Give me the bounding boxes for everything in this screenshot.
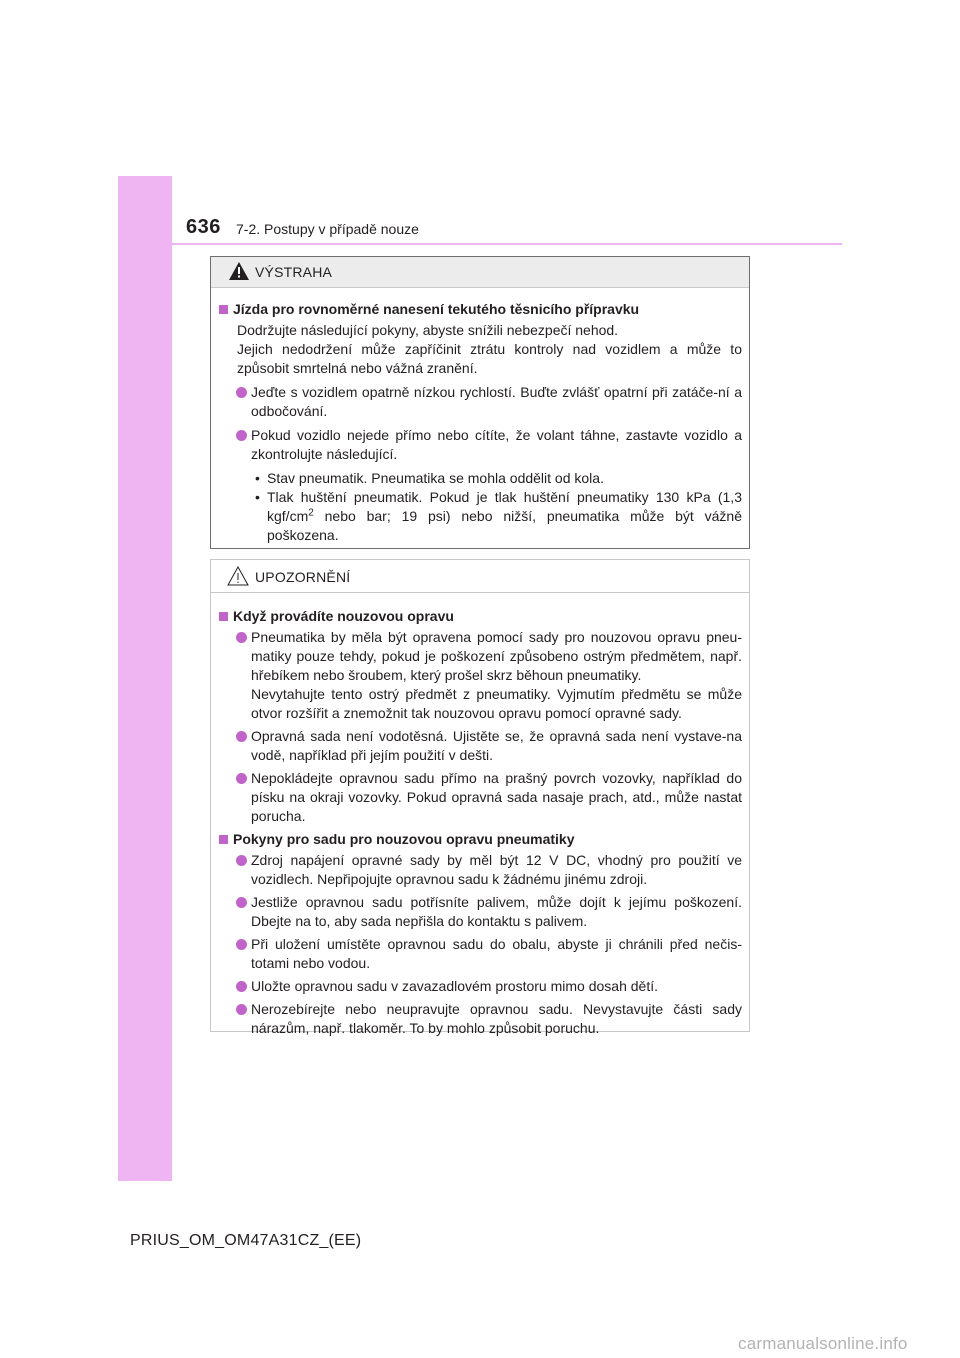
warning-bullet-text: Jeďte s vozidlem opatrně nízkou rychlostí. Buďte zvlášť opatrní při zatáče-ní a odbočování. (251, 384, 742, 419)
caution-heading (219, 607, 742, 626)
warning-triangle-icon (229, 262, 249, 280)
caution-bullet (219, 769, 742, 826)
caution-bullet (219, 977, 742, 996)
round-bullet-icon (236, 430, 247, 441)
caution-bullet-text: Opravná sada není vodotěsná. Ujistěte se, že opravná sada není vystave-na vodě, například při jejím použití v dešti. (251, 728, 742, 763)
watermark: carmanualsonline.info (738, 1334, 908, 1353)
dot-bullet: • (255, 489, 260, 505)
round-bullet-icon (236, 1004, 247, 1015)
caution-bullet-text: Jestliže opravnou sadu potřísníte palivem, může dojít k jejímu poškození. Dbejte na to, aby sada nepřišla do kontaktu s palivem. (251, 894, 742, 929)
square-bullet-icon (219, 835, 228, 844)
caution-header (211, 560, 749, 593)
round-bullet-icon (236, 981, 247, 992)
warning-bullet-text: Pokud vozidlo nejede přímo nebo cítíte, že volant táhne, zastavte vozidlo a zkontrolujte následující. (251, 427, 742, 462)
caution-bullet-text: Zdroj napájení opravné sady by měl být 12 V DC, vhodný pro použití ve vozidlech. Nepřipojujte opravnou sadu k žádnému jinému zdroji. (251, 852, 742, 887)
caution-bullet (219, 935, 742, 973)
section-title: 7-2. Postupy v případě nouze (236, 221, 419, 237)
warning-heading (219, 300, 742, 319)
caution-bullet-text: Nerozebírejte nebo neupravujte opravnou sadu. Nevystavujte části sady nárazům, např. tlakoměr. To by mohlo způsobit poruchu. (251, 1001, 742, 1036)
warning-heading-text: Jízda pro rovnoměrné nanesení tekutého těsnicího přípravku (233, 301, 640, 317)
caution-bullet-text: Nepokládejte opravnou sadu přímo na prašný povrch vozovky, například do písku na okraji vozovky. Pokud opravná sada nasaje prach, atd., může nastat porucha. (251, 770, 742, 824)
warning-body (211, 288, 749, 545)
round-bullet-icon (236, 731, 247, 742)
warning-sub-item (219, 488, 742, 545)
warning-sub-item (219, 469, 742, 488)
warning-paragraph: Jejich nedodržení může zapříčinit ztrátu kontroly nad vozidlem a může to způsobit smrtelná nebo vážná zranění. (237, 341, 742, 376)
caution-bullet-text: Uložte opravnou sadu v zavazadlovém prostoru mimo dosah dětí. (251, 978, 658, 994)
round-bullet-icon (236, 773, 247, 784)
caution-label: UPOZORNĚNÍ (255, 569, 351, 585)
caution-body (211, 593, 749, 1038)
caution-bullet (219, 851, 742, 889)
dot-bullet: • (255, 470, 260, 486)
chapter-side-tab (118, 176, 172, 1181)
pressure-superscript: 2 (308, 507, 314, 519)
warning-header (211, 257, 749, 288)
round-bullet-icon (236, 632, 247, 643)
round-bullet-icon (236, 387, 247, 398)
caution-triangle-icon (227, 566, 249, 586)
caution-bullet-text: Při uložení umístěte opravnou sadu do obalu, abyste ji chránili před nečis-totami nebo vodou. (251, 936, 742, 971)
warning-box (210, 256, 750, 549)
caution-bullet-text: Pneumatika by měla být opravena pomocí sady pro nouzovou opravu pneu-matiky pouze tehdy, pokud je poškození způsobeno ostrým předmětem, např. hřebíkem nebo šroubem, který prošel skrz běhoun pneumatiky. (251, 629, 742, 683)
caution-bullet (219, 628, 742, 723)
warning-paragraph: Dodržujte následující pokyny, abyste snížili nebezpečí nehod. (237, 322, 619, 338)
round-bullet-icon (236, 939, 247, 950)
caution-bullet (219, 727, 742, 765)
header-divider (172, 243, 842, 245)
caution-box (210, 559, 750, 1036)
round-bullet-icon (236, 897, 247, 908)
warning-bullet (219, 383, 742, 421)
caution-bullet (219, 1000, 742, 1038)
caution-heading-text: Pokyny pro sadu pro nouzovou opravu pneumatiky (233, 831, 575, 847)
warning-bullet (219, 426, 742, 464)
caution-bullet-extra-text: Nevytahujte tento ostrý předmět z pneumatiky. Vyjmutím předmětu se může otvor rozšířit a znemožnit tak nouzovou opravu pomocí opravné sady. (251, 686, 742, 721)
pressure-text-before: Tlak huštění pneumatik. Pokud je tlak huštění pneumatiky 130 kPa (1,3 kgf/cm (267, 489, 742, 524)
warning-label: VÝSTRAHA (255, 264, 333, 280)
caution-heading-text: Když provádíte nouzovou opravu (233, 608, 454, 624)
square-bullet-icon (219, 305, 228, 314)
document-footer-code: PRIUS_OM_OM47A31CZ_(EE) (130, 1232, 362, 1249)
square-bullet-icon (219, 612, 228, 621)
round-bullet-icon (236, 855, 247, 866)
pressure-text-after: nebo bar; 19 psi) nebo nižší, pneumatika může být vážně poškozena. (267, 508, 742, 543)
caution-bullet (219, 893, 742, 931)
warning-sub-item-text: Stav pneumatik. Pneumatika se mohla oddělit od kola. (267, 470, 604, 486)
page-number: 636 (186, 216, 221, 238)
caution-heading (219, 830, 742, 849)
